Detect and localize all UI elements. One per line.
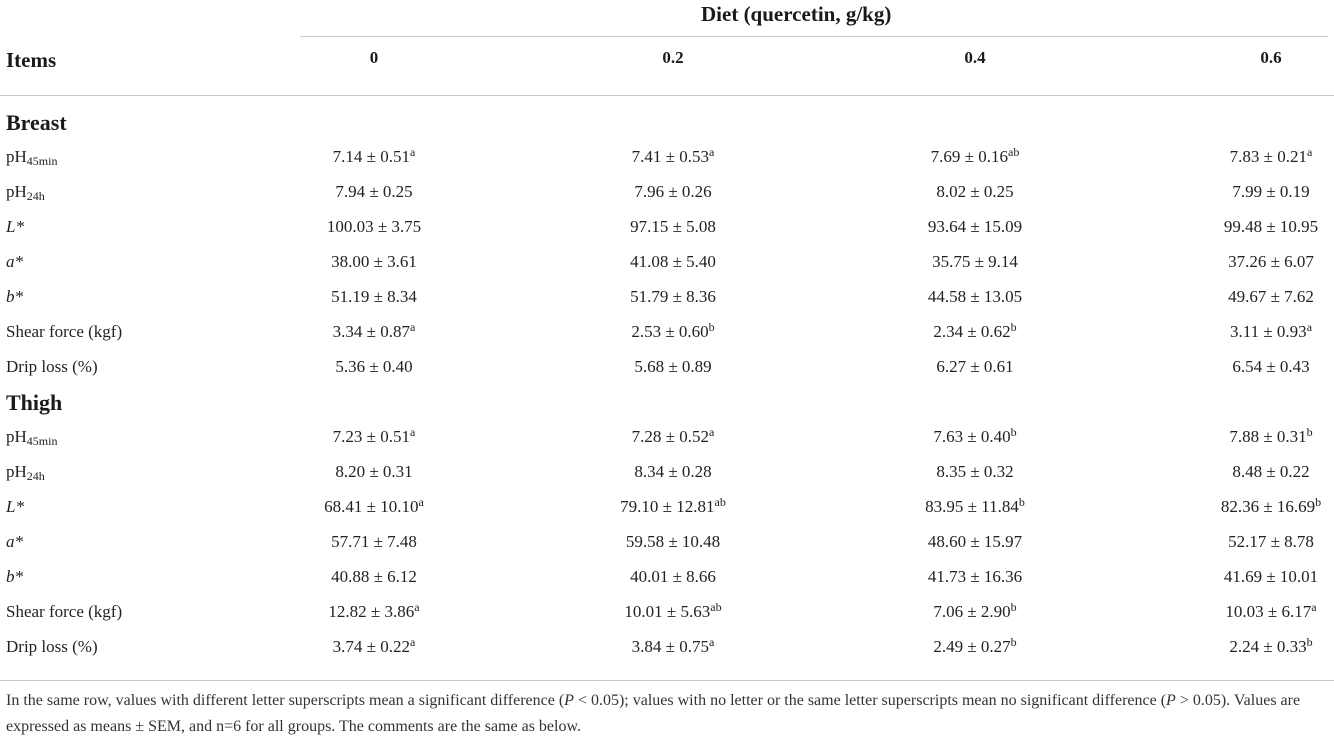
significance-superscript: a	[418, 495, 424, 509]
cell-value: 7.63 ± 0.40	[933, 427, 1011, 446]
row-label-text: a*	[6, 532, 23, 551]
cell-value: 83.95 ± 11.84	[925, 497, 1019, 516]
items-header: Items	[6, 48, 57, 72]
row-label-subscript: 24h	[26, 469, 45, 483]
cell-value: 57.71 ± 7.48	[331, 532, 417, 551]
table-cell	[1141, 287, 1334, 307]
table-cell	[244, 252, 504, 272]
table-cell	[543, 182, 803, 202]
cell-value: 3.11 ± 0.93	[1229, 322, 1307, 341]
table-cell	[244, 357, 504, 377]
significance-superscript: a	[709, 425, 715, 439]
significance-superscript: b	[1010, 600, 1017, 614]
cell-value: 8.34 ± 0.28	[634, 462, 712, 481]
table-cell	[845, 357, 1105, 377]
row-label	[6, 182, 45, 202]
cell-value: 7.41 ± 0.53	[631, 147, 709, 166]
table-cell	[845, 287, 1105, 307]
cell-value: 51.79 ± 8.36	[630, 287, 716, 306]
column-header-0: 0	[369, 48, 379, 67]
row-label-subscript: 45min	[26, 434, 58, 448]
cell-value: 37.26 ± 6.07	[1228, 252, 1314, 271]
row-label	[6, 427, 57, 447]
row-label-text: Drip loss (%)	[6, 637, 98, 656]
table-cell	[543, 637, 803, 657]
table-cell	[845, 497, 1105, 517]
table-cell	[1141, 357, 1334, 377]
table-cell	[845, 322, 1105, 342]
table-cell	[1141, 532, 1334, 552]
table-cell	[1141, 182, 1334, 202]
cell-value: 41.08 ± 5.40	[630, 252, 716, 271]
table-cell	[845, 252, 1105, 272]
table-cell	[244, 147, 504, 167]
row-label	[6, 497, 24, 517]
cell-value: 7.14 ± 0.51	[332, 147, 410, 166]
significance-superscript: ab	[714, 495, 726, 509]
table-cell	[845, 147, 1105, 167]
row-label-text: pH	[6, 462, 27, 481]
row-label	[6, 147, 57, 167]
cell-value: 59.58 ± 10.48	[625, 532, 721, 551]
row-label	[6, 217, 24, 237]
table-cell	[543, 462, 803, 482]
row-label	[6, 602, 122, 622]
table-cell	[845, 182, 1105, 202]
significance-superscript: a	[1311, 600, 1317, 614]
row-label-text: pH	[6, 427, 27, 446]
cell-value: 40.01 ± 8.66	[630, 567, 716, 586]
row-label-text: b*	[6, 287, 23, 306]
cell-value: 40.88 ± 6.12	[331, 567, 417, 586]
significance-superscript: a	[1306, 320, 1313, 334]
table-footnote	[6, 688, 1328, 740]
table-cell	[543, 427, 803, 447]
table-cell	[543, 532, 803, 552]
cell-value: 12.82 ± 3.86	[328, 602, 415, 621]
row-label-text: Shear force (kgf)	[6, 602, 123, 621]
table-cell	[244, 322, 504, 342]
cell-value: 82.36 ± 16.69	[1220, 497, 1316, 516]
significance-superscript: a	[410, 145, 416, 159]
cell-value: 93.64 ± 15.09	[927, 217, 1023, 236]
cell-value: 2.53 ± 0.60	[631, 322, 709, 341]
row-label-text: pH	[6, 147, 27, 166]
table-cell	[244, 427, 504, 447]
cell-value: 6.27 ± 0.61	[936, 357, 1014, 376]
significance-superscript: b	[1010, 425, 1017, 439]
significance-superscript: ab	[710, 600, 722, 614]
table-cell	[244, 602, 504, 622]
footnote-p-symbol-1: P	[564, 692, 574, 709]
cell-value: 35.75 ± 9.14	[932, 252, 1018, 271]
cell-value: 5.68 ± 0.89	[634, 357, 712, 376]
table-cell	[845, 602, 1105, 622]
table-cell	[1141, 637, 1334, 657]
footnote-part-3: > 0.05). Values are expressed as means ± SEM, and n=6 for all groups. The comments are the same as below.	[6, 692, 1301, 735]
cell-value: 7.28 ± 0.52	[631, 427, 709, 446]
table-cell	[543, 602, 803, 622]
table-cell	[543, 357, 803, 377]
table-cell	[244, 497, 504, 517]
column-header-0.2: 0.2	[662, 48, 684, 67]
cell-value: 10.01 ± 5.63	[624, 602, 711, 621]
row-label	[6, 322, 122, 342]
cell-value: 10.03 ± 6.17	[1225, 602, 1312, 621]
footnote-part-1: In the same row, values with different letter superscripts mean a significant difference (	[6, 692, 565, 709]
cell-value: 2.34 ± 0.62	[933, 322, 1011, 341]
table-cell	[543, 287, 803, 307]
row-label-subscript: 45min	[26, 154, 58, 168]
table-cell	[543, 567, 803, 587]
row-label	[6, 287, 23, 307]
cell-value: 7.23 ± 0.51	[332, 427, 410, 446]
cell-value: 8.02 ± 0.25	[936, 182, 1014, 201]
cell-value: 99.48 ± 10.95	[1223, 217, 1319, 236]
significance-superscript: ab	[1008, 145, 1020, 159]
table-cell	[543, 147, 803, 167]
significance-superscript: b	[1010, 635, 1017, 649]
table-cell	[244, 462, 504, 482]
significance-superscript: b	[1306, 635, 1313, 649]
table-cell	[1141, 602, 1334, 622]
row-label-text: a*	[6, 252, 23, 271]
cell-value: 79.10 ± 12.81	[620, 497, 715, 516]
cell-value: 38.00 ± 3.61	[331, 252, 417, 271]
significance-superscript: b	[1010, 320, 1017, 334]
footnote-part-2: < 0.05); values with no letter or the same letter superscripts mean no significant difference (	[573, 692, 1167, 709]
column-group-title: Diet (quercetin, g/kg)	[701, 2, 892, 26]
table-cell	[845, 567, 1105, 587]
significance-superscript: b	[708, 320, 715, 334]
cell-value: 8.48 ± 0.22	[1232, 462, 1310, 481]
cell-value: 41.69 ± 10.01	[1223, 567, 1319, 586]
cell-value: 7.96 ± 0.26	[634, 182, 712, 201]
table-cell	[543, 217, 803, 237]
significance-superscript: a	[410, 635, 416, 649]
header-bottom-rule	[0, 95, 1334, 96]
table-cell	[1141, 497, 1334, 517]
cell-value: 2.49 ± 0.27	[933, 637, 1011, 656]
significance-superscript: a	[709, 635, 715, 649]
footnote-p-symbol-2: P	[1166, 692, 1176, 709]
cell-value: 44.58 ± 13.05	[927, 287, 1023, 306]
table-cell	[543, 497, 803, 517]
row-label-text: Shear force (kgf)	[6, 322, 123, 341]
table-cell	[845, 462, 1105, 482]
cell-value: 7.69 ± 0.16	[930, 147, 1008, 166]
cell-value: 6.54 ± 0.43	[1232, 357, 1310, 376]
row-label-text: pH	[6, 182, 27, 201]
row-label-text: b*	[6, 567, 23, 586]
row-label-text: Drip loss (%)	[6, 357, 98, 376]
table-cell	[1141, 322, 1334, 342]
cell-value: 49.67 ± 7.62	[1228, 287, 1314, 306]
cell-value: 5.36 ± 0.40	[335, 357, 413, 376]
cell-value: 8.35 ± 0.32	[936, 462, 1014, 481]
group-title-rule	[300, 36, 1328, 37]
significance-superscript: b	[1018, 495, 1025, 509]
table-cell	[845, 427, 1105, 447]
table-cell	[244, 217, 504, 237]
table-cell	[244, 567, 504, 587]
cell-value: 7.99 ± 0.19	[1232, 182, 1310, 201]
table-cell	[845, 532, 1105, 552]
table-cell	[1141, 252, 1334, 272]
row-label	[6, 462, 45, 482]
cell-value: 7.94 ± 0.25	[335, 182, 413, 201]
row-label	[6, 357, 98, 377]
row-label-text: L*	[6, 497, 24, 516]
table-cell	[244, 532, 504, 552]
row-label	[6, 532, 23, 552]
table-cell	[1141, 147, 1334, 167]
cell-value: 3.74 ± 0.22	[332, 637, 410, 656]
significance-superscript: a	[414, 600, 420, 614]
table-cell	[543, 252, 803, 272]
cell-value: 2.24 ± 0.33	[1229, 637, 1307, 656]
cell-value: 7.88 ± 0.31	[1229, 427, 1307, 446]
cell-value: 51.19 ± 8.34	[331, 287, 417, 306]
cell-value: 3.84 ± 0.75	[631, 637, 709, 656]
cell-value: 97.15 ± 5.08	[630, 217, 716, 236]
significance-superscript: b	[1315, 495, 1322, 509]
significance-superscript: a	[709, 145, 715, 159]
row-label-subscript: 24h	[26, 189, 45, 203]
cell-value: 7.06 ± 2.90	[933, 602, 1011, 621]
row-label	[6, 252, 23, 272]
cell-value: 100.03 ± 3.75	[326, 217, 422, 236]
significance-superscript: a	[410, 425, 416, 439]
table-cell	[244, 287, 504, 307]
table-cell	[244, 637, 504, 657]
column-header-0.6: 0.6	[1260, 48, 1282, 67]
cell-value: 52.17 ± 8.78	[1228, 532, 1314, 551]
row-label	[6, 637, 98, 657]
significance-superscript: b	[1306, 425, 1313, 439]
table-cell	[1141, 567, 1334, 587]
row-label	[6, 567, 23, 587]
significance-superscript: a	[410, 320, 416, 334]
cell-value: 7.83 ± 0.21	[1229, 147, 1307, 166]
cell-value: 3.34 ± 0.87	[332, 322, 410, 341]
table-cell	[543, 322, 803, 342]
cell-value: 8.20 ± 0.31	[335, 462, 413, 481]
table-cell	[1141, 462, 1334, 482]
cell-value: 41.73 ± 16.36	[927, 567, 1023, 586]
table-bottom-rule	[0, 680, 1334, 681]
table-cell	[1141, 427, 1334, 447]
cell-value: 48.60 ± 15.97	[927, 532, 1023, 551]
section-title-thigh: Thigh	[6, 390, 63, 415]
table-cell	[1141, 217, 1334, 237]
table-cell	[244, 182, 504, 202]
table-cell	[845, 637, 1105, 657]
column-header-0.4: 0.4	[964, 48, 986, 67]
table-cell	[845, 217, 1105, 237]
significance-superscript: a	[1307, 145, 1313, 159]
section-title-breast: Breast	[6, 110, 67, 135]
cell-value: 68.41 ± 10.10	[324, 497, 419, 516]
row-label-text: L*	[6, 217, 24, 236]
